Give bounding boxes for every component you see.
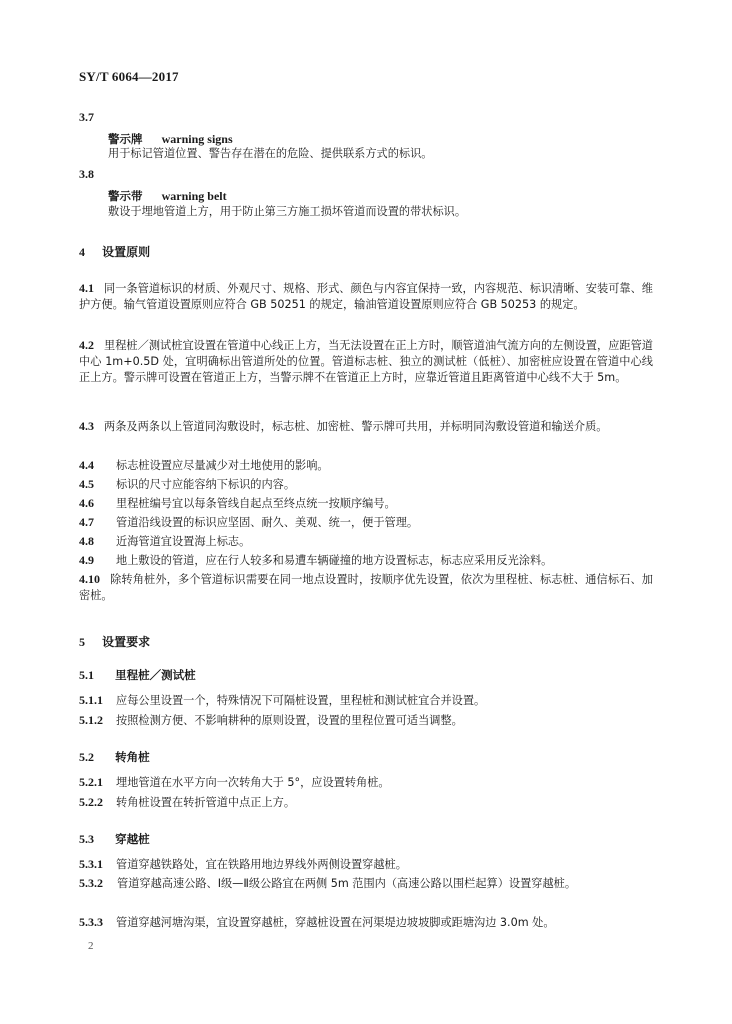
section-number: 4 [79, 245, 85, 259]
clause-text: 转角桩设置在转折管道中点正上方。 [116, 796, 296, 809]
term-english: warning belt [161, 189, 227, 203]
clause-text: 管道穿越铁路处，宜在铁路用地边界线外两侧设置穿越桩。 [116, 858, 407, 871]
clause-text: 同一条管道标识的材质、外观尺寸、规格、形式、颜色与内容宜保持一致，内容规范、标识清晰、安装可靠、维护方便。输气管道设置原则应符合 GB 50251 的规定，输油管道设置原则应符合 GB 50253 的规定。 [79, 282, 653, 311]
clause-line [79, 692, 485, 709]
clause-number: 5.3.2 [79, 876, 103, 890]
term-title [108, 185, 227, 204]
subsection-number: 5.2 [79, 750, 94, 764]
section-title: 设置要求 [102, 635, 151, 649]
clause-line [79, 794, 295, 811]
clause-number: 4.10 [79, 572, 100, 586]
clause-text: 地上敷设的管道，应在行人较多和易遭车辆碰撞的地方设置标志，标志应采用反光涂料。 [116, 554, 553, 567]
subsection-heading [79, 828, 150, 847]
section-number: 5 [79, 635, 85, 649]
term-definition: 敷设于埋地管道上方，用于防止第三方施工损坏管道而设置的带状标识。 [108, 205, 467, 218]
clause-text: 标识的尺寸应能容纳下标识的内容。 [116, 478, 296, 491]
subsection-title: 转角桩 [115, 750, 150, 764]
clause-text: 里程桩／测试桩宜设置在管道中心线正上方，当无法设置在正上方时，顺管道油气流方向的左侧设置，应距管道中心 1m+0.5D 处，宜明确标出管道所处的位置。管道标志桩、独立的测试桩（低桩）、加密桩应设置在管道中心线正上方。警示牌可设置在管道正上方，当警示牌不在管道正上方时，应靠近管道且距离管道中心线不大于 5m。 [79, 339, 653, 384]
clause-line [79, 457, 329, 474]
clause-number: 4.2 [79, 338, 94, 352]
term-chinese: 警示牌 [108, 132, 143, 146]
clause-text: 管道穿越河塘沟渠，宜设置穿越桩，穿越桩设置在河渠堤边坡坡脚或距塘沟边 3.0m 处。 [116, 916, 555, 929]
section-heading [79, 631, 150, 650]
clause-number: 4.7 [79, 515, 94, 529]
clause-paragraph [79, 571, 653, 604]
clause-text: 除转角桩外，多个管道标识需要在同一地点设置时，按顺序优先设置，依次为里程桩、标志桩、通信标石、加密桩。 [79, 573, 653, 602]
subsection-heading [79, 746, 150, 765]
clause-line [79, 476, 295, 493]
clause-number: 5.3.1 [79, 857, 103, 871]
term-number: 3.7 [79, 110, 94, 124]
clause-line [79, 774, 390, 791]
clause-text: 管道穿越高速公路、Ⅰ级—Ⅱ级公路宜在两侧 5m 范围内（高速公路以围栏起算）设置穿越桩。 [117, 877, 577, 890]
clause-number: 4.3 [79, 419, 94, 433]
clause-line [79, 914, 555, 931]
term-title [108, 128, 233, 147]
standard-code-header: SY/T 6064—2017 [79, 69, 179, 84]
section-title: 设置原则 [102, 245, 151, 259]
clause-number: 4.8 [79, 534, 94, 548]
clause-paragraph [79, 418, 653, 435]
clause-text: 标志桩设置应尽量减少对土地使用的影响。 [116, 459, 329, 472]
subsection-title: 里程桩／测试桩 [115, 668, 196, 682]
clause-number: 4.9 [79, 553, 94, 567]
clause-number: 4.1 [79, 281, 94, 295]
clause-line [79, 533, 250, 550]
term-english: warning signs [161, 132, 233, 146]
clause-number: 5.3.3 [79, 915, 103, 929]
clause-line [79, 712, 463, 729]
clause-text: 两条及两条以上管道同沟敷设时，标志桩、加密桩、警示牌可共用，并标明同沟敷设管道和输送介质。 [104, 420, 608, 433]
subsection-title: 穿越桩 [115, 832, 150, 846]
clause-number: 5.1.2 [79, 713, 103, 727]
clause-number: 4.5 [79, 477, 94, 491]
term-number: 3.8 [79, 167, 94, 181]
clause-number: 4.6 [79, 496, 94, 510]
clause-number: 4.4 [79, 458, 94, 472]
term-chinese: 警示带 [108, 189, 143, 203]
clause-line [79, 514, 418, 531]
subsection-number: 5.1 [79, 668, 94, 682]
clause-text: 应每公里设置一个，特殊情况下可隔桩设置，里程桩和测试桩宜合并设置。 [116, 694, 486, 707]
clause-paragraph [79, 875, 653, 892]
clause-number: 5.2.2 [79, 795, 103, 809]
subsection-number: 5.3 [79, 832, 94, 846]
clause-line [79, 495, 396, 512]
clause-paragraph [79, 337, 653, 386]
clause-number: 5.1.1 [79, 693, 103, 707]
clause-line [79, 856, 407, 873]
term-definition: 用于标记管道位置、警告存在潜在的危险、提供联系方式的标识。 [108, 147, 433, 160]
clause-paragraph [79, 280, 653, 313]
clause-text: 里程桩编号宜以每条管线自起点至终点统一按顺序编号。 [116, 497, 396, 510]
clause-text: 埋地管道在水平方向一次转角大于 5°，应设置转角桩。 [116, 776, 390, 789]
section-heading [79, 241, 150, 260]
clause-text: 按照检测方便、不影响耕种的原则设置，设置的里程位置可适当调整。 [116, 714, 463, 727]
page-number: 2 [88, 940, 94, 952]
clause-text: 管道沿线设置的标识应坚固、耐久、美观、统一，便于管理。 [116, 516, 419, 529]
clause-text: 近海管道宜设置海上标志。 [116, 535, 251, 548]
clause-line [79, 552, 552, 569]
clause-number: 5.2.1 [79, 775, 103, 789]
subsection-heading [79, 664, 196, 683]
